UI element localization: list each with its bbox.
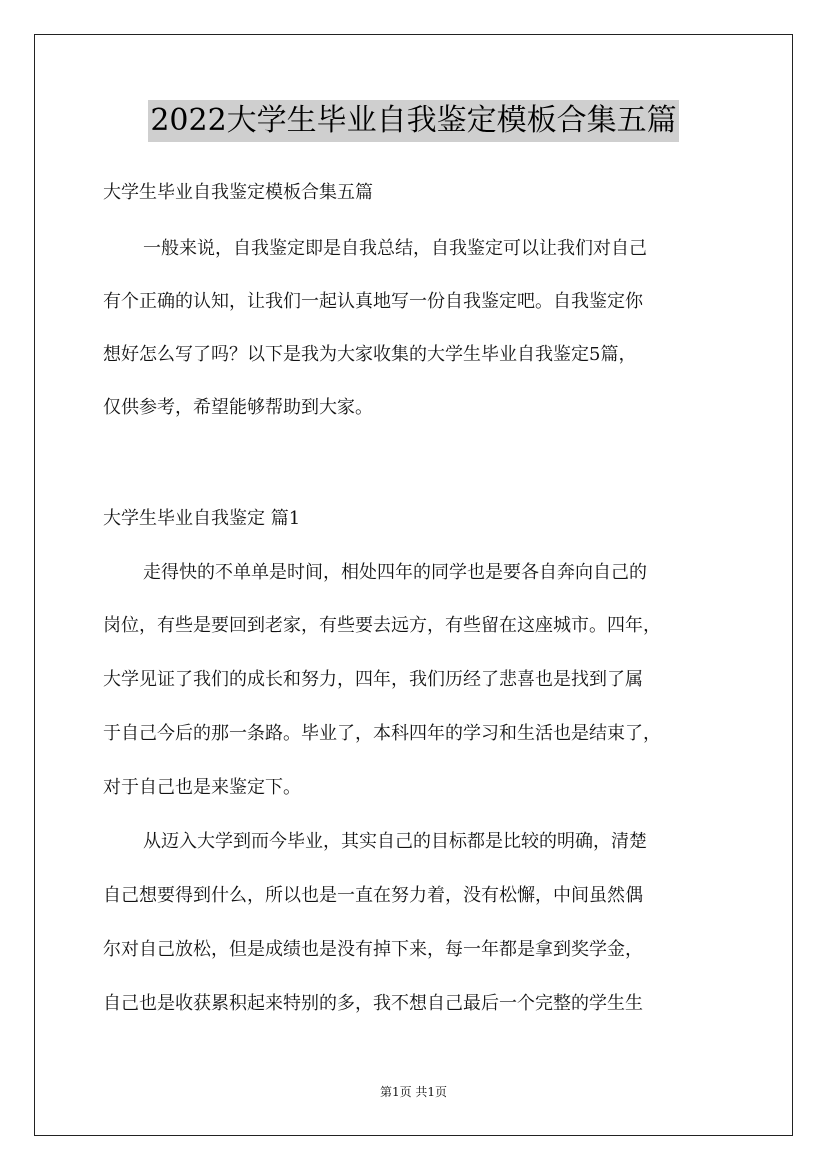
intro-line: 一般来说，自我鉴定即是自我总结，自我鉴定可以让我们对自己 [143,238,647,259]
paragraph-line: 于自己今后的那一条路。毕业了，本科四年的学习和生活也是结束了， [103,723,661,744]
paragraph-line: 从迈入大学到而今毕业，其实自己的目标都是比较的明确，清楚 [143,831,647,852]
paragraph-line: 自己想要得到什么，所以也是一直在努力着，没有松懈，中间虽然偶 [103,885,643,906]
section-heading: 大学生毕业自我鉴定 篇1 [103,508,301,529]
intro-line: 有个正确的认知，让我们一起认真地写一份自我鉴定吧。自我鉴定你 [103,291,643,312]
document-subtitle: 大学生毕业自我鉴定模板合集五篇 [103,182,373,203]
intro-line: 想好怎么写了吗？以下是我为大家收集的大学生毕业自我鉴定5篇， [103,344,637,365]
page-number-footer: 第1页 共1页 [379,1085,448,1099]
paragraph-line: 岗位，有些是要回到老家，有些要去远方，有些留在这座城市。四年， [103,615,661,636]
intro-line: 仅供参考，希望能够帮助到大家。 [103,397,373,418]
paragraph-line: 对于自己也是来鉴定下。 [103,777,301,798]
title-container [0,100,827,142]
document-title: 2022大学生毕业自我鉴定模板合集五篇 [148,100,678,142]
paragraph-line: 自己也是收获累积起来特别的多，我不想自己最后一个完整的学生生 [103,993,643,1014]
paragraph-line: 尔对自己放松，但是成绩也是没有掉下来，每一年都是拿到奖学金， [103,939,643,960]
paragraph-line: 走得快的不单单是时间，相处四年的同学也是要各自奔向自己的 [143,562,647,583]
paragraph-line: 大学见证了我们的成长和努力，四年，我们历经了悲喜也是找到了属 [103,669,643,690]
